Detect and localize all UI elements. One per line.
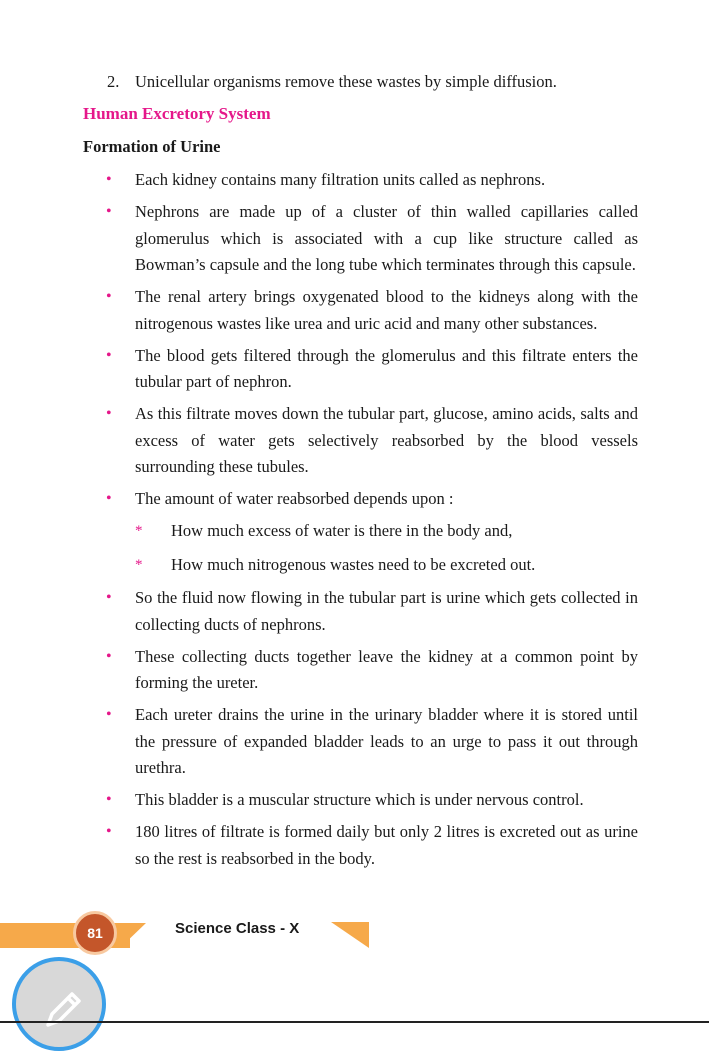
page-number: 81 [87,925,103,941]
footer-band-tip [120,923,146,948]
bullet-item [104,819,638,872]
bullet-text: The renal artery brings oxygenated blood to the kidneys along with the nitrogenous wastes like urea and uric acid and many other substances. [135,287,638,333]
bullet-icon: • [106,171,112,188]
star-icon: * [135,556,143,573]
item-number: 2. [107,72,120,91]
bullet-text: These collecting ducts together leave the kidney at a common point by forming the ureter. [135,646,638,692]
footer-label: Science Class - X [175,920,300,937]
footer-flag [331,922,369,948]
star-icon: * [135,523,143,539]
bullet-item [104,787,638,814]
bullet-text: Nephrons are made up of a cluster of thin walled capillaries called glomerulus which is associated with a cup like structure called as Bowman’s capsule and the long tube which terminates through this capsule. [135,202,638,274]
bullet-item [104,702,638,782]
bullet-list [104,167,638,878]
sub-item [104,518,638,545]
bullet-text: This bladder is a muscular structure which is under nervous control. [135,790,584,809]
bullet-item [104,284,638,337]
bullet-icon: • [106,647,112,665]
bullet-icon: • [106,405,112,422]
section-title: Human Excretory System [83,104,271,123]
bullet-text: Each ureter drains the urine in the urinary bladder where it is stored until the pressure of expanded bladder leads to an urge to pass it out through urethra. [135,705,638,777]
bullet-item [104,199,638,279]
bullet-icon: • [106,203,112,220]
bullet-icon: • [106,791,112,808]
bullet-item [104,585,638,638]
sub-item-text: How much excess of water is there in the body and, [171,521,513,540]
sub-item-text: How much nitrogenous wastes need to be excreted out. [171,554,536,574]
bullet-icon: • [106,589,112,606]
pencil-icon [42,987,86,1031]
bullet-text: Each kidney contains many filtration units called as nephrons. [135,170,546,189]
bullet-text: The blood gets filtered through the glomerulus and this filtrate enters the tubular part of nephron. [135,345,638,391]
bullet-item [104,401,638,481]
bullet-icon: • [106,288,112,305]
bullet-item [104,343,638,396]
bottom-divider [0,1021,709,1023]
annotate-button[interactable] [12,957,106,1051]
page-number-badge [73,911,117,955]
bullet-item [104,486,638,513]
bullet-text: As this filtrate moves down the tubular part, glucose, amino acids, salts and excess of water gets selectively reabsorbed by the blood vessels surrounding these tubules. [135,404,638,476]
bullet-icon: • [106,490,112,507]
bullet-text: So the fluid now flowing in the tubular part is urine which gets collected in collecting ducts of nephrons. [135,588,638,634]
bullet-text: 180 litres of filtrate is formed daily but only 2 litres is excreted out as urine so the rest is reabsorbed in the body. [135,822,638,868]
item-text: Unicellular organisms remove these wastes by simple diffusion. [135,72,557,91]
subsection-title: Formation of Urine [83,137,221,156]
bullet-icon: • [106,706,112,723]
bullet-text: The amount of water reabsorbed depends upon : [135,489,454,508]
bullet-icon: • [106,346,112,364]
bullet-icon: • [106,823,112,840]
bullet-item [104,644,638,697]
bullet-item [104,167,638,194]
numbered-item [107,71,557,93]
sub-item [104,552,638,579]
